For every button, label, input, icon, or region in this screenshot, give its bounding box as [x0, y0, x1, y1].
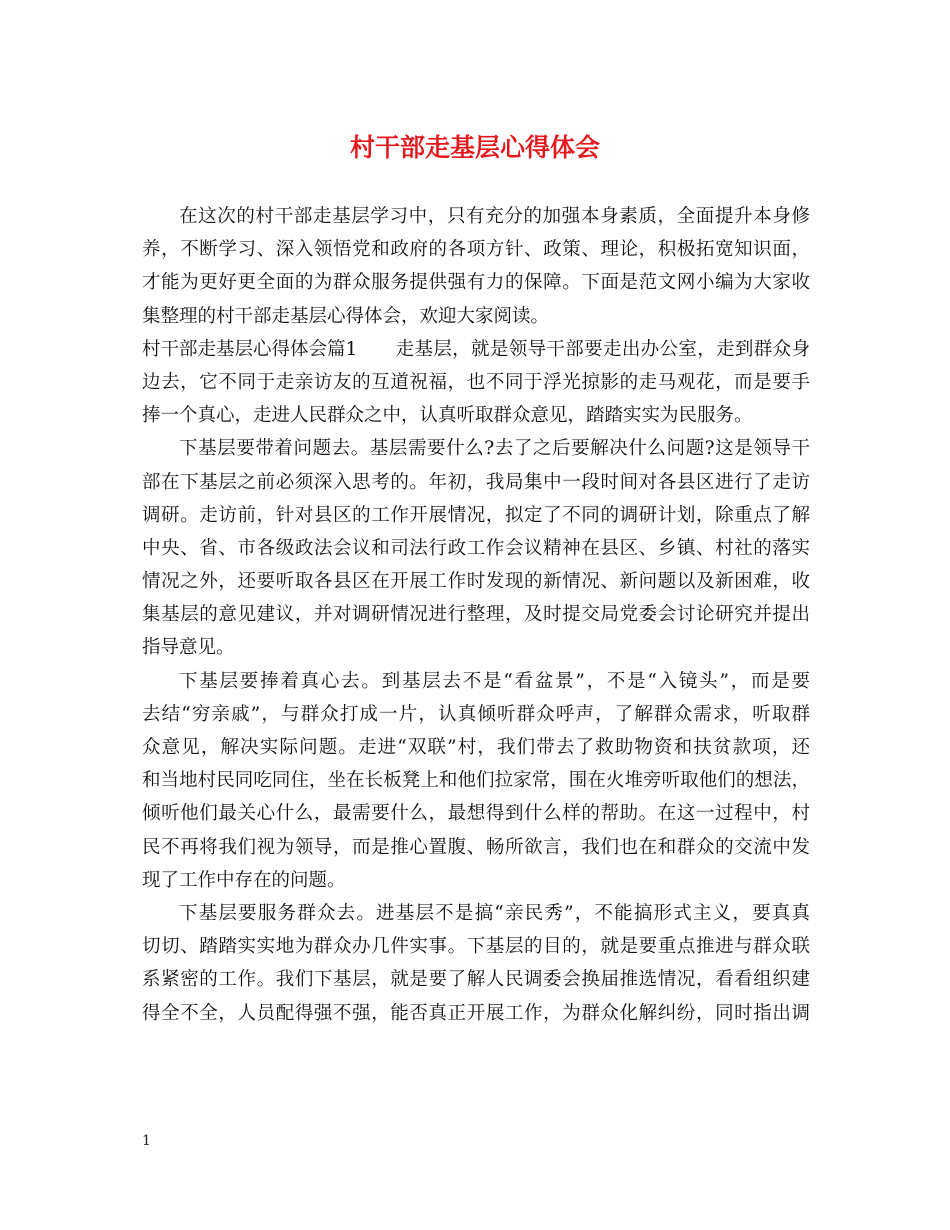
- text-line: 在这次的村干部走基层学习中，只有充分的加强本身素质，全面提升本身修: [179, 206, 810, 227]
- text-line: 集整理的村干部走基层心得体会，欢迎大家阅读。: [142, 305, 550, 327]
- text-line: 民不再将我们视为领导，而是推心置腹、畅所欲言，我们也在和群众的交流中发: [142, 836, 810, 858]
- text-line: 中央、省、市各级政法会议和司法行政工作会议精神在县区、乡镇、村社的落实: [142, 537, 810, 559]
- section-heading: 村干部走基层心得体会篇1: [142, 338, 358, 360]
- text-line: 众意见，解决实际问题。走进“双联”村，我们带去了救助物资和扶贫款项，还: [142, 737, 810, 758]
- text-line: 边去，它不同于走亲访友的互道祝福，也不同于浮光掠影的走马观花，而是要手: [142, 371, 810, 393]
- text-line: 部在下基层之前必须深入思考的。年初，我局集中一段时间对各县区进行了走访: [142, 471, 810, 493]
- text-line-content: 走基层，就是领导干部要走出办公室，走到群众身: [395, 338, 810, 360]
- text-line: 下基层要带着问题去。基层需要什么?去了之后要解决什么问题?这是领导干: [179, 438, 810, 460]
- text-line: 指导意见。: [142, 637, 235, 659]
- text-line: 现了工作中存在的问题。: [142, 869, 346, 891]
- text-line: 切切、踏踏实实地为群众办几件实事。下基层的目的，就是要重点推进与群众联: [142, 936, 810, 958]
- text-line: [142, 333, 810, 366]
- text-line: 去结“穷亲戚”，与群众打成一片，认真倾听群众呼声，了解群众需求，听取群: [142, 703, 810, 725]
- document-body: [142, 200, 810, 1030]
- text-line: 倾听他们最关心什么，最需要什么，最想得到什么样的帮助。在这一过程中，村: [142, 803, 810, 825]
- text-line: 下基层要服务群众去。进基层不是搞“亲民秀”，不能搞形式主义，要真真: [179, 902, 810, 924]
- text-line: 调研。走访前，针对县区的工作开展情况，拟定了不同的调研计划，除重点了解: [142, 504, 810, 526]
- text-line: 情况之外，还要听取各县区在开展工作时发现的新情况、新问题以及新困难，收: [142, 571, 810, 593]
- text-line: 系紧密的工作。我们下基层，就是要了解人民调委会换届推选情况，看看组织建: [142, 969, 810, 991]
- text-line: 捧一个真心，走进人民群众之中，认真听取群众意见，踏踏实实为民服务。: [142, 405, 753, 427]
- text-line: 下基层要捧着真心去。到基层去不是“看盆景”，不是“入镜头”，而是要: [179, 670, 810, 692]
- text-line: 集基层的意见建议，并对调研情况进行整理，及时提交局党委会讨论研究并提出: [142, 604, 810, 626]
- text-line: 得全不全，人员配得强不强，能否真正开展工作，为群众化解纠纷，同时指出调: [142, 1002, 810, 1024]
- text-line: 养，不断学习、深入领悟党和政府的各项方针、政策、理论，积极拓宽知识面，: [142, 239, 810, 261]
- document-title: 村干部走基层心得体会: [349, 133, 600, 162]
- page-number: 1: [142, 1133, 151, 1149]
- text-line: 和当地村民同吃同住，坐在长板凳上和他们拉家常，围在火堆旁听取他们的想法，: [142, 770, 810, 792]
- text-line: 才能为更好更全面的为群众服务提供强有力的保障。下面是范文网小编为大家收: [142, 272, 810, 294]
